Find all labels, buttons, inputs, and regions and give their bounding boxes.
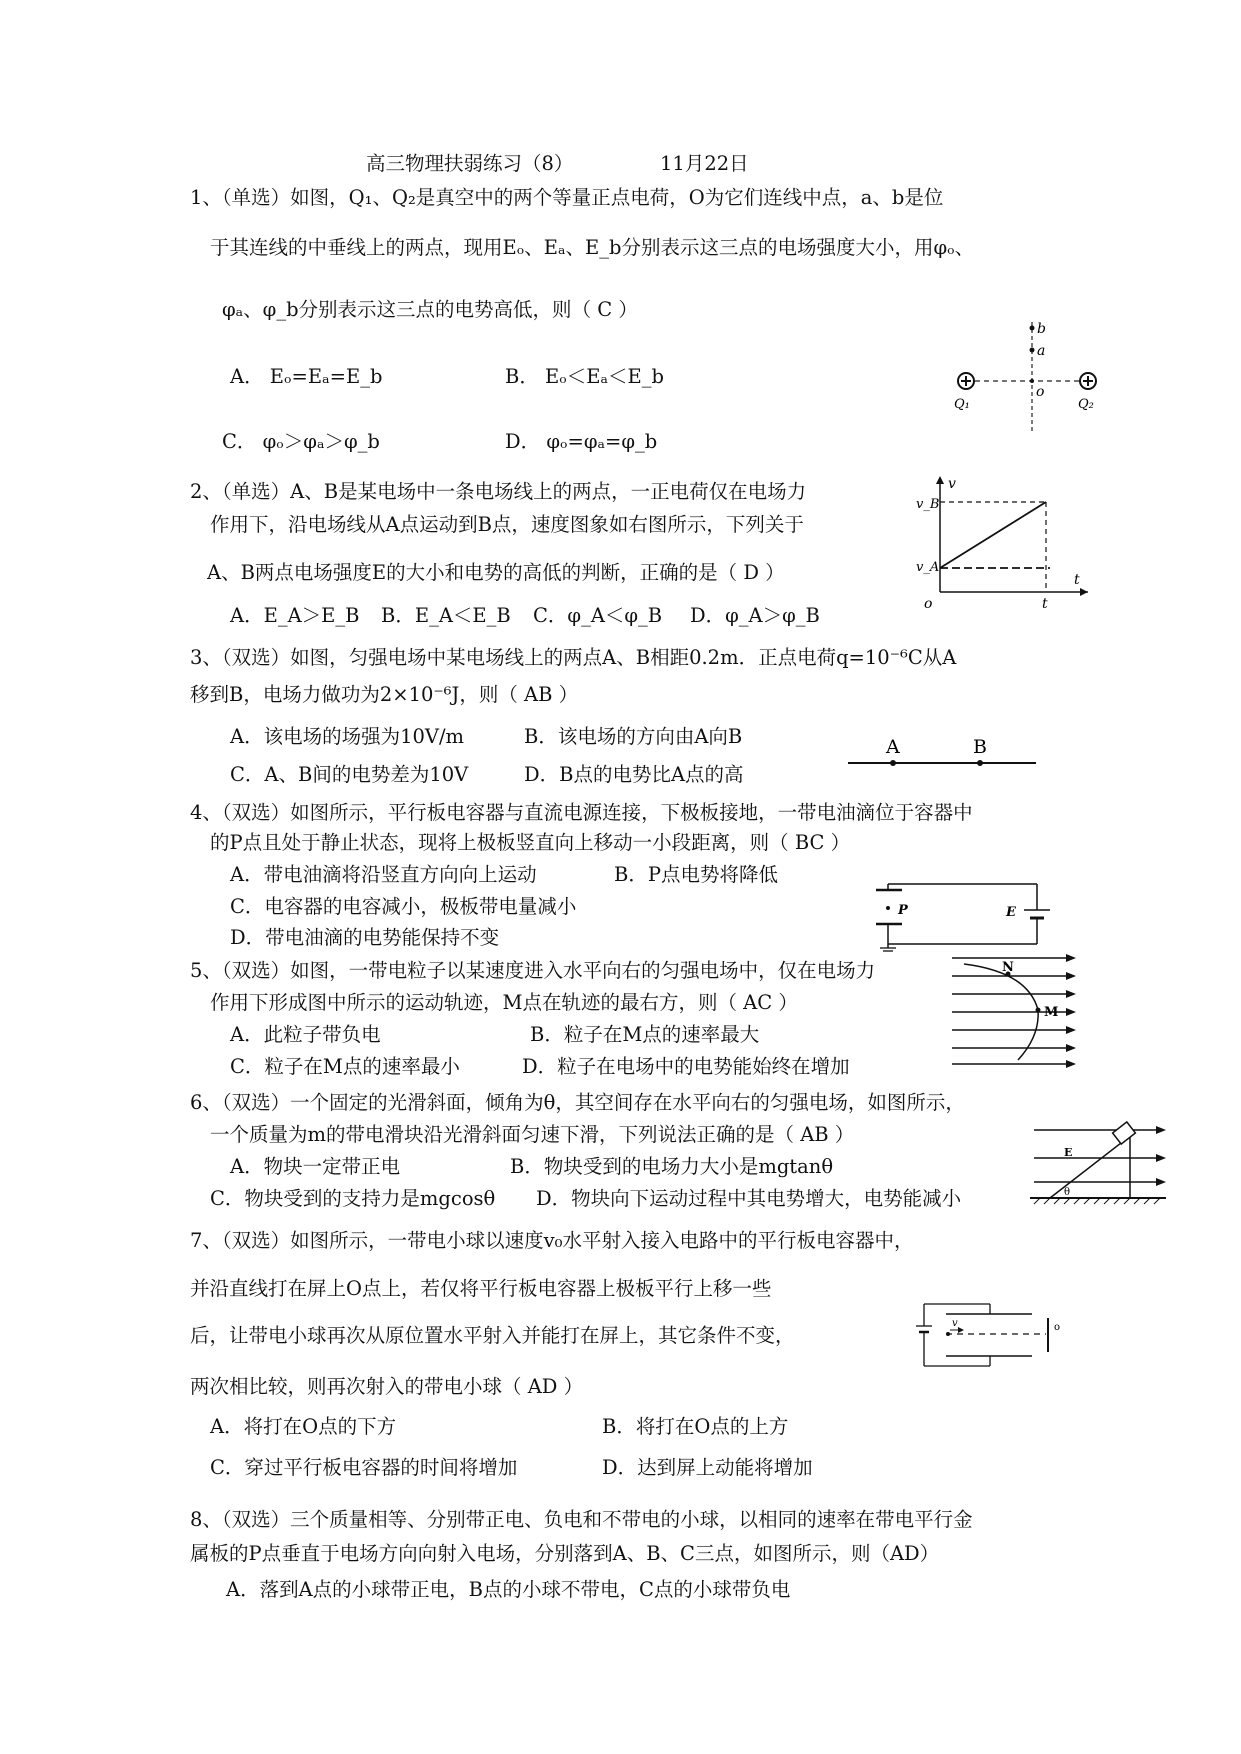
q3-line-2: 移到B，电场力做功为2×10⁻⁶J，则（ AB ） <box>190 683 579 706</box>
q8-line-2: 属板的P点垂直于电场方向向射入电场，分别落到A、B、C三点，如图所示，则（AD） <box>190 1542 940 1565</box>
q1-label-q1: Q₁ <box>954 397 970 412</box>
q6-figure-incline <box>1030 1118 1170 1210</box>
q1-figure-charges <box>950 318 1130 434</box>
q5-option-b: B．粒子在M点的速率最大 <box>530 1023 760 1046</box>
q4-label-p: P <box>898 903 908 918</box>
page-date <box>660 151 749 177</box>
q7-line-3: 后，让带电小球再次从原位置水平射入并能打在屏上，其它条件不变， <box>190 1324 795 1347</box>
q4-figure-capacitor-circuit <box>872 872 1062 952</box>
q8-line-1: 8、（双选）三个质量相等、分别带正电、负电和不带电的小球，以相同的速率在带电平行金 <box>190 1508 973 1531</box>
q3-option-a: A．该电场的场强为10V/m <box>230 725 465 748</box>
q1-option-d: D． φₒ=φₐ=φ_b <box>505 430 658 453</box>
q2-label-va: v_A <box>916 560 940 575</box>
q7-option-a: A．将打在O点的下方 <box>210 1415 397 1438</box>
q2-figure-vt-graph <box>910 472 1090 612</box>
q1-option-c: C． φₒ＞φₐ＞φ_b <box>222 430 380 453</box>
q1-line-2: 于其连线的中垂线上的两点，现用Eₒ、Eₐ、E_b分别表示这三点的电场强度大小，用φₒ、 <box>210 236 975 259</box>
q6-option-a: A．物块一定带正电 <box>230 1155 401 1178</box>
q5-option-c: C．粒子在M点的速率最小 <box>230 1055 460 1078</box>
q5-line-2: 作用下形成图中所示的运动轨迹，M点在轨迹的最右方，则（ AC ） <box>210 991 798 1014</box>
q7-label-o: o <box>1054 1322 1061 1333</box>
q3-label-b: B <box>973 736 987 758</box>
q5-label-n: N <box>1002 960 1014 975</box>
q3-figure-field-line <box>848 735 1038 771</box>
q8-option-a: A．落到A点的小球带正电，B点的小球不带电，C点的小球带负电 <box>226 1578 791 1601</box>
q2-line-1: 2、（单选）A、B是某电场中一条电场线上的两点，一正电荷仅在电场力 <box>190 480 807 503</box>
q4-label-e: E <box>1006 905 1016 920</box>
q1-option-b: B． Eₒ＜Eₐ＜E_b <box>505 365 664 388</box>
q1-label-o: o <box>1036 384 1045 400</box>
q5-option-d: D．粒子在电场中的电势能始终在增加 <box>522 1055 850 1078</box>
q1-option-a: A． Eₒ=Eₐ=E_b <box>230 365 383 388</box>
q5-figure-trajectory <box>948 950 1080 1070</box>
q4-option-c: C．电容器的电容减小，极板带电量减小 <box>230 895 577 918</box>
q6-line-2: 一个质量为m的带电滑块沿光滑斜面匀速下滑，下列说法正确的是（ AB ） <box>210 1123 855 1146</box>
q5-label-m: M <box>1044 1005 1059 1020</box>
q2-line-3: A、B两点电场强度E的大小和电势的高低的判断，正确的是（ D ） <box>207 561 785 584</box>
q6-line-1: 6、（双选）一个固定的光滑斜面，倾角为θ，其空间存在水平向右的匀强电场，如图所示， <box>190 1091 965 1114</box>
q2-label-o: o <box>924 596 933 612</box>
q6-option-d: D．物块向下运动过程中其电势增大，电势能减小 <box>536 1187 962 1210</box>
q6-label-theta: θ <box>1064 1187 1071 1198</box>
q3-label-a: A <box>886 736 900 758</box>
title-text: 高三物理扶弱练习（8） <box>366 152 574 175</box>
q7-label-v: v <box>952 1318 958 1329</box>
q4-line-1: 4、（双选）如图所示，平行板电容器与直流电源连接，下极板接地，一带电油滴位于容器中 <box>190 801 973 824</box>
q7-option-d: D．达到屏上动能将增加 <box>602 1456 813 1479</box>
q1-label-a: a <box>1037 343 1046 359</box>
q4-option-d: D．带电油滴的电势能保持不变 <box>230 926 500 949</box>
q7-line-2: 并沿直线打在屏上O点上，若仅将平行板电容器上极板平行上移一些 <box>190 1277 772 1300</box>
q7-line-4: 两次相比较，则再次射入的带电小球（ AD ） <box>190 1375 584 1398</box>
q7-option-c: C．穿过平行板电容器的时间将增加 <box>210 1456 518 1479</box>
q6-option-c: C．物块受到的支持力是mgcosθ <box>210 1187 496 1210</box>
q4-option-b: B．P点电势将降低 <box>614 863 778 886</box>
q2-label-t-axis: t <box>1074 572 1080 588</box>
q2-option-a: A．E_A＞E_B <box>230 604 360 627</box>
q4-line-2: 的P点且处于静止状态，现将上极板竖直向上移动一小段距离，则（ BC ） <box>210 831 851 854</box>
q3-line-1: 3、（双选）如图，匀强电场中某电场线上的两点A、B相距0.2m．正点电荷q=10⁻⁶C从A <box>190 646 957 669</box>
q2-label-v: v <box>948 476 956 492</box>
page-title <box>366 151 573 177</box>
q2-label-vb: v_B <box>916 497 940 512</box>
q4-option-a: A．带电油滴将沿竖直方向向上运动 <box>230 863 537 886</box>
q2-option-d: D．φ_A＞φ_B <box>690 604 820 627</box>
q1-label-b: b <box>1037 321 1046 337</box>
q6-label-e: E <box>1064 1146 1073 1159</box>
q2-line-2: 作用下，沿电场线从A点运动到B点，速度图象如右图所示，下列关于 <box>210 513 804 536</box>
q2-option-c: C．φ_A＜φ_B <box>533 604 663 627</box>
q1-line-1: 1、（单选）如图，Q₁、Q₂是真空中的两个等量正点电荷，O为它们连线中点，a、b是位 <box>190 186 944 209</box>
q7-line-1: 7、（双选）如图所示，一带电小球以速度v₀水平射入接入电路中的平行板电容器中， <box>190 1229 914 1252</box>
q3-option-c: C．A、B间的电势差为10V <box>230 763 469 786</box>
q3-option-b: B．该电场的方向由A向B <box>524 725 743 748</box>
q1-label-q2: Q₂ <box>1078 397 1094 412</box>
q6-option-b: B．物块受到的电场力大小是mgtanθ <box>510 1155 834 1178</box>
q7-figure-capacitor <box>912 1296 1062 1374</box>
q1-line-3: φₐ、φ_b分别表示这三点的电势高低，则（ C ） <box>222 298 638 321</box>
q5-line-1: 5、（双选）如图，一带电粒子以某速度进入水平向右的匀强电场中，仅在电场力 <box>190 959 876 982</box>
q7-option-b: B．将打在O点的上方 <box>602 1415 789 1438</box>
q5-option-a: A．此粒子带负电 <box>230 1023 381 1046</box>
q2-option-b: B．E_A＜E_B <box>381 604 511 627</box>
q2-label-t: t <box>1042 596 1048 612</box>
q3-option-d: D．B点的电势比A点的高 <box>524 763 744 786</box>
date-text: 11月22日 <box>660 152 749 175</box>
